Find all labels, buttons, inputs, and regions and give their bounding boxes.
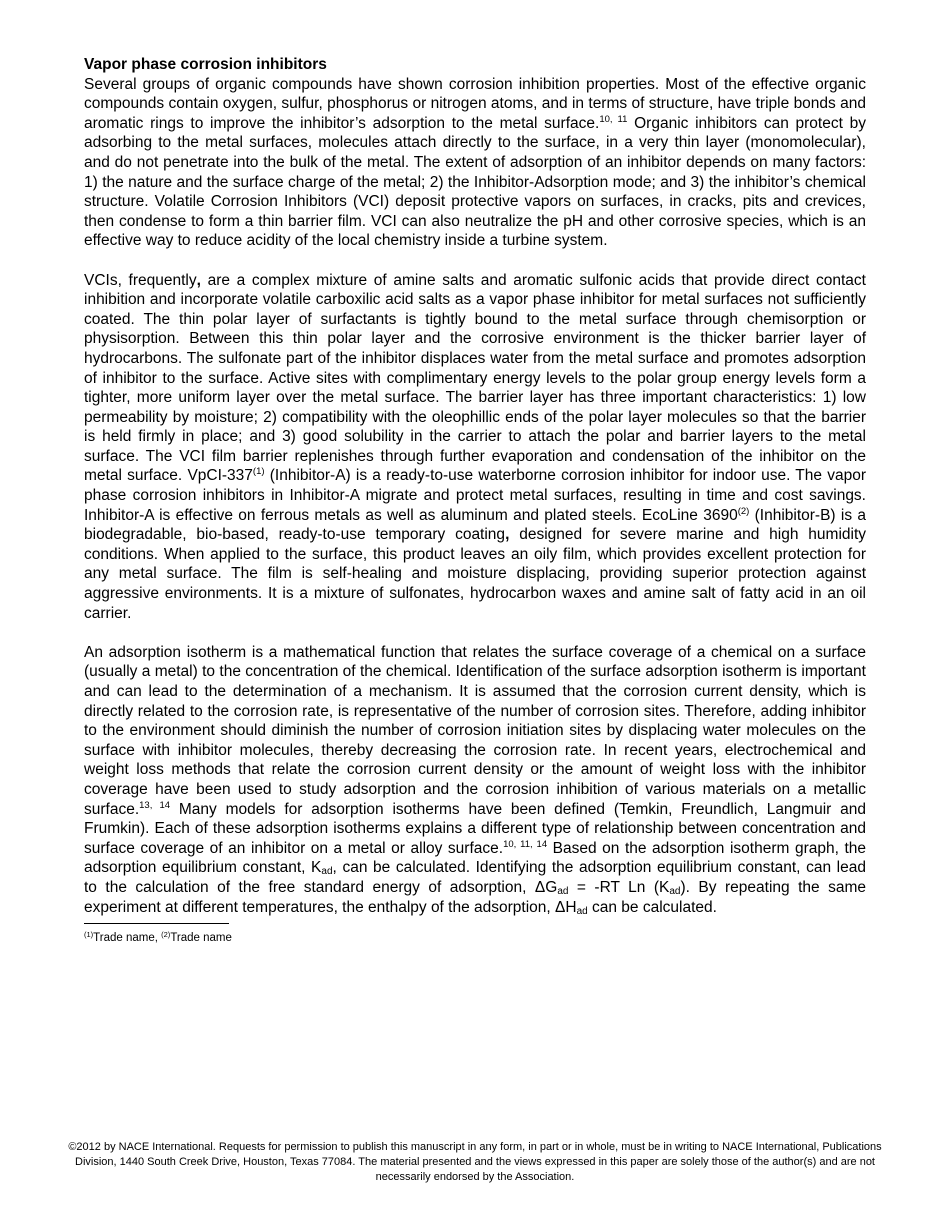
text-run: Organic inhibitors can protect by adsorbing to the metal surfaces, molecules attach directly to the surface, in a very thin layer (monomolecular), and do not penetrate into the bulk of the metal. The extent of adsorption of an inhibitor depends on many factors: 1) the nature and the surface charge of the metal; 2) the Inhibitor-Adsorption mode; and 3) the inhibitor’s chemical structure. Volatile Corrosion Inhibitors (VCI) deposit protective vapors on surfaces, in cracks, pits and crevices, then condense to form a thin barrier film. VCI can also neutralize the pH and other corrosive species, which is an effective way to reduce acidity of the local chemistry inside a turbine system.	[84, 114, 866, 250]
footnote-text: Trade name,	[93, 932, 162, 945]
subscript: ad	[321, 866, 333, 878]
text-run: = -RT Ln (K	[568, 878, 670, 896]
paper-body	[84, 55, 866, 946]
bold-comma: ,	[196, 271, 201, 289]
text-run: Based on the adsorption isotherm graph, the adsorption equilibrium constant, K	[84, 839, 867, 877]
subscript: ad	[669, 885, 681, 897]
subscript: ad	[576, 905, 588, 917]
text-run: An adsorption isotherm is a mathematical function that relates the surface coverage of a chemical on a surface (usually a metal) to the concentration of the chemical. Identification of the surface adsorption isotherm is important and can lead to the determination of a mechanism. It is assumed that the corrosion current density, which is directly related to the corrosion rate, is representative of the number of corrosion sites. Therefore, adding inhibitor to the environment should diminish the number of corrosion initiation sites by displacing water molecules on the surface with inhibitor molecules, thereby decreasing the corrosion rate. In recent years, electrochemical and weight loss methods that relate the corrosion current density or the amount of weight loss with the inhibitor coverage have been used to study adsorption and the corrosion inhibition of various materials on a metallic surface.	[84, 643, 866, 818]
subscript: ad	[557, 885, 569, 897]
text-run: Many models for adsorption isotherms have been defined (Temkin, Freundlich, Langmuir and Frumkin). Each of these adsorption isotherms explains a different type of relationship between concentration and surface coverage of an inhibitor on a metal or alloy surface.	[84, 800, 866, 857]
citation-ref: 13, 14	[139, 799, 171, 811]
citation-ref: 10, 11, 14	[503, 838, 548, 850]
text-run: designed for severe marine and high humidity conditions. When applied to the surface, this product leaves an oily film, which provides excellent protection for any metal surface. The film is self-healing and moisture displacing, providing superior protection against aggressive environments. It is a mixture of sulfonates, hydrocarbon waxes and amine salt of fatty acid in an oil carrier.	[84, 526, 867, 622]
text-run: (Inhibitor-A) is a ready-to-use waterborne corrosion inhibitor for indoor use. The vapor phase corrosion inhibitors in Inhibitor-A migrate and protect metal surfaces, resulting in time and cost savings. Inhibitor-A is effective on ferrous metals as well as aluminum and plated steels. EcoLine 3690	[84, 467, 866, 524]
text-run: can be calculated.	[587, 898, 717, 916]
citation-ref: 10, 11	[599, 113, 628, 125]
text-run: (Inhibitor-B) is a biodegradable, bio-based, ready-to-use temporary coating	[84, 506, 866, 544]
footnote-text: Trade name	[170, 932, 232, 945]
paragraph-gap	[84, 251, 866, 271]
trademark-footnote-mark: (1)	[252, 466, 265, 478]
footnote	[84, 930, 866, 946]
text-run: Several groups of organic compounds have shown corrosion inhibition properties. Most of the effective organic compounds contain oxygen, sulfur, phosphorus or nitrogen atoms, and in terms of structure, have triple bonds and aromatic rings to improve the inhibitor’s adsorption to the metal surface.	[84, 75, 866, 132]
text-run: ). By repeating the same experiment at different temperatures, the enthalpy of the adsorption, ΔH	[84, 878, 867, 916]
section-heading: Vapor phase corrosion inhibitors	[84, 56, 327, 73]
footnote-mark: (2)	[161, 930, 171, 940]
paragraph-gap	[84, 623, 866, 643]
footnote-divider	[84, 923, 229, 924]
footnote-mark: (1)	[84, 930, 94, 940]
text-run: VCIs, frequently	[84, 271, 197, 289]
paragraph-vci-description	[84, 271, 866, 624]
bold-comma: ,	[505, 526, 510, 544]
trademark-footnote-mark: (2)	[737, 505, 750, 517]
copyright-notice: ©2012 by NACE International. Requests for permission to publish this manuscript in any form, in part or in whole, must be in writing to NACE International, Publications Division, 1440 South Creek Drive, Houston, Texas 77084. The material presented and the views expressed in this paper are solely those of the author(s) and are not necessarily endorsed by the Association.	[68, 1141, 882, 1183]
paragraph-inhibitors-intro	[84, 75, 866, 251]
text-run: , can be calculated. Identifying the adsorption equilibrium constant, can lead to the calculation of the free standard energy of adsorption, ΔG	[84, 859, 866, 896]
text-run: are a complex mixture of amine salts and aromatic sulfonic acids that provide direct contact inhibition and incorporate volatile carboxilic acid salts as a vapor phase inhibitor for metal surfaces not sufficiently coated. The thin polar layer of surfactants is tightly bound to the metal surface through chemisorption or physisorption. Between this thin polar layer and the corrosive environment is the thicker barrier layer of hydrocarbons. The sulfonate part of the inhibitor displaces water from the metal surface and promotes adsorption of inhibitor to the surface. Active sites with complimentary energy levels to the polar group energy levels form a tighter, more uniform layer over the metal surface. The barrier layer has three important characteristics: 1) low permeability by moisture; 2) compatibility with the oleophillic ends of the polar layer molecules so that the barrier is held firmly in place; and 3) good solubility in the carrier to attach the polar and barrier layers to the metal surface. The VCI film barrier replenishes through further evaporation and condensation of the inhibitor on the metal surface. VpCI-337	[84, 271, 866, 485]
paragraph-adsorption-isotherm	[84, 643, 866, 917]
